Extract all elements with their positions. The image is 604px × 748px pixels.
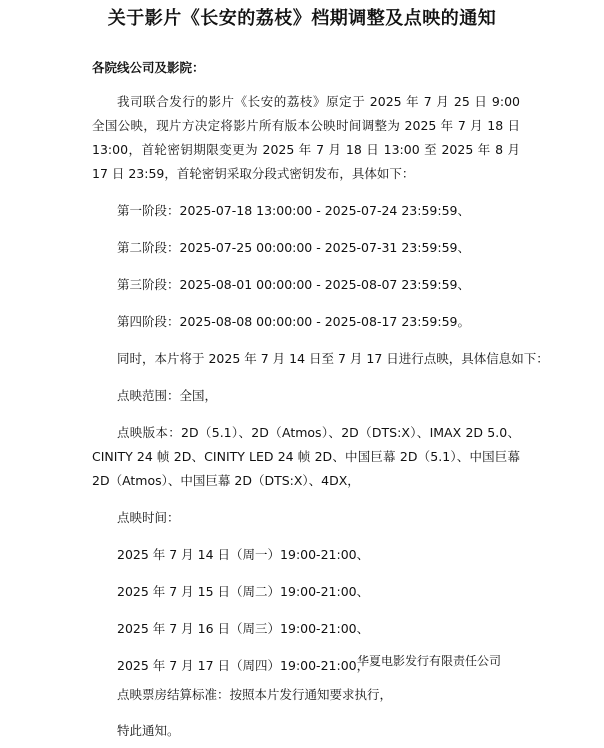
key-stage-4: 第四阶段：2025-08-08 00:00:00 - 2025-08-17 23:59:59。 <box>117 314 470 329</box>
key-stage-1: 第一阶段：2025-07-18 13:00:00 - 2025-07-24 23:59:59、 <box>117 203 470 218</box>
preview-time-2: 2025 年 7 月 15 日（周二）19:00-21:00、 <box>117 584 370 599</box>
key-stage-3: 第三阶段：2025-08-01 00:00:00 - 2025-08-07 23:59:59、 <box>117 277 470 292</box>
preview-versions: 点映版本：2D（5.1）、2D（Atmos）、2D（DTS:X）、IMAX 2D 5.0、CINITY 24 帧 2D、CINITY LED 24 帧 2D、中国巨幕 2D（5.1）、中国巨幕 2D（Atmos）、中国巨幕 2D（DTS:X）、4DX， <box>92 425 520 488</box>
preview-time-label: 点映时间： <box>117 510 180 525</box>
settlement-standard: 点映票房结算标准：按照本片发行通知要求执行， <box>117 687 393 702</box>
preview-time-4: 2025 年 7 月 17 日（周四）19:00-21:00， <box>117 658 370 673</box>
closing-line: 特此通知。 <box>117 723 180 738</box>
intro-paragraph: 我司联合发行的影片《长安的荔枝》原定于 2025 年 7 月 25 日 9:00 全国公映，现片方决定将影片所有版本公映时间调整为 2025 年 7 月 18 日 13:00，首轮密钥期限变更为 2025 年 7 月 18 日 13:00 至 2025 年 8 月 17 日 23:59，首轮密钥采取分段式密钥发布，具体如下： <box>92 94 520 181</box>
salutation: 各院线公司及影院： <box>92 60 205 75</box>
key-stage-2: 第二阶段：2025-07-25 00:00:00 - 2025-07-31 23:59:59、 <box>117 240 470 255</box>
preview-time-3: 2025 年 7 月 16 日（周三）19:00-21:00、 <box>117 621 370 636</box>
issuer-signature: 华夏电影发行有限责任公司 <box>357 654 502 668</box>
preview-intro: 同时，本片将于 2025 年 7 月 14 日至 7 月 17 日进行点映，具体信息如下： <box>117 351 549 366</box>
preview-time-1: 2025 年 7 月 14 日（周一）19:00-21:00、 <box>117 547 370 562</box>
notice-title: 关于影片《长安的荔枝》档期调整及点映的通知 <box>107 8 497 29</box>
notice-body <box>92 90 549 748</box>
preview-scope: 点映范围：全国， <box>117 388 218 403</box>
